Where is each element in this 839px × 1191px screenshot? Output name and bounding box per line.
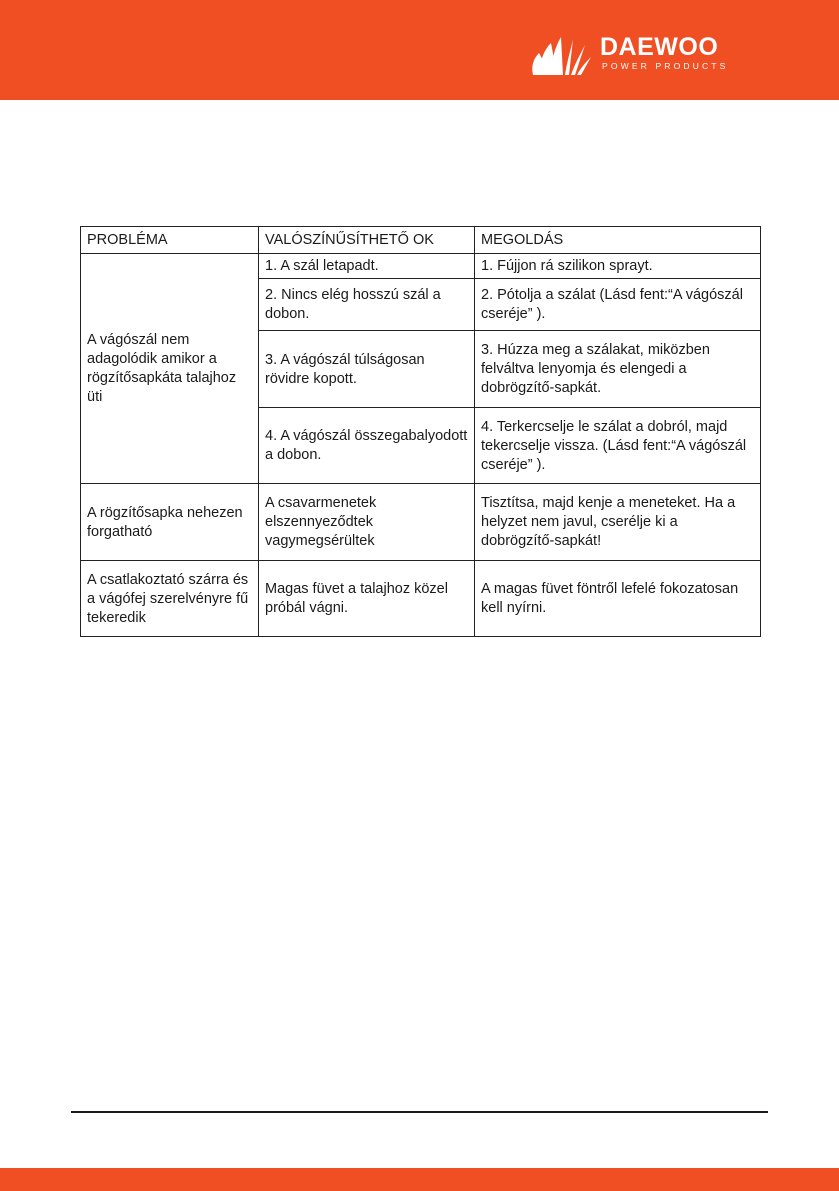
footer-divider [71,1111,768,1113]
daewoo-fan-icon [529,31,593,77]
daewoo-logo [529,31,759,77]
cause-cell: A csavarmenetek elszennyeződtek vagymegsérültek [259,484,475,561]
solution-cell: 4. Terkercselje le szálat a dobról, majd tekercselje vissza. (Lásd fent:“A vágószál cseréje” ). [475,408,761,484]
brand-tagline: POWER PRODUCTS [602,61,729,71]
problem-cell: A csatlakoztató szárra és a vágófej szerelvényre fű tekeredik [81,561,259,637]
solution-cell: 1. Fújjon rá szilikon sprayt. [475,254,761,279]
solution-cell: A magas füvet föntről lefelé fokozatosan kell nyírni. [475,561,761,637]
solution-cell: 2. Pótolja a szálat (Lásd fent:“A vágószál cseréje” ). [475,279,761,331]
table-header-row [81,227,761,254]
cause-cell: Magas füvet a talajhoz közel próbál vágni. [259,561,475,637]
cause-cell: 3. A vágószál túlságosan rövidre kopott. [259,331,475,408]
table-row [81,484,761,561]
table-row [81,254,761,279]
troubleshooting-table [80,226,761,637]
footer-bar [0,1168,839,1191]
header-bar [0,0,839,100]
problem-cell: A rögzítősapka nehezen forgatható [81,484,259,561]
header-solution: MEGOLDÁS [475,227,761,254]
table-row [81,561,761,637]
cause-cell: 4. A vágószál összegabalyodott a dobon. [259,408,475,484]
cause-cell: 2. Nincs elég hosszú szál a dobon. [259,279,475,331]
header-problem: PROBLÉMA [81,227,259,254]
problem-cell: A vágószál nem adagolódik amikor a rögzítősapkáta talajhoz üti [81,254,259,484]
solution-cell: 3. Húzza meg a szálakat, miközben felváltva lenyomja és elengedi a dobrögzítő-sapkát. [475,331,761,408]
cause-cell: 1. A szál letapadt. [259,254,475,279]
header-cause: VALÓSZÍNŰSÍTHETŐ OK [259,227,475,254]
brand-name: DAEWOO [600,33,719,61]
solution-cell: Tisztítsa, majd kenje a meneteket. Ha a helyzet nem javul, cserélje ki a dobrögzítő-sapkát! [475,484,761,561]
